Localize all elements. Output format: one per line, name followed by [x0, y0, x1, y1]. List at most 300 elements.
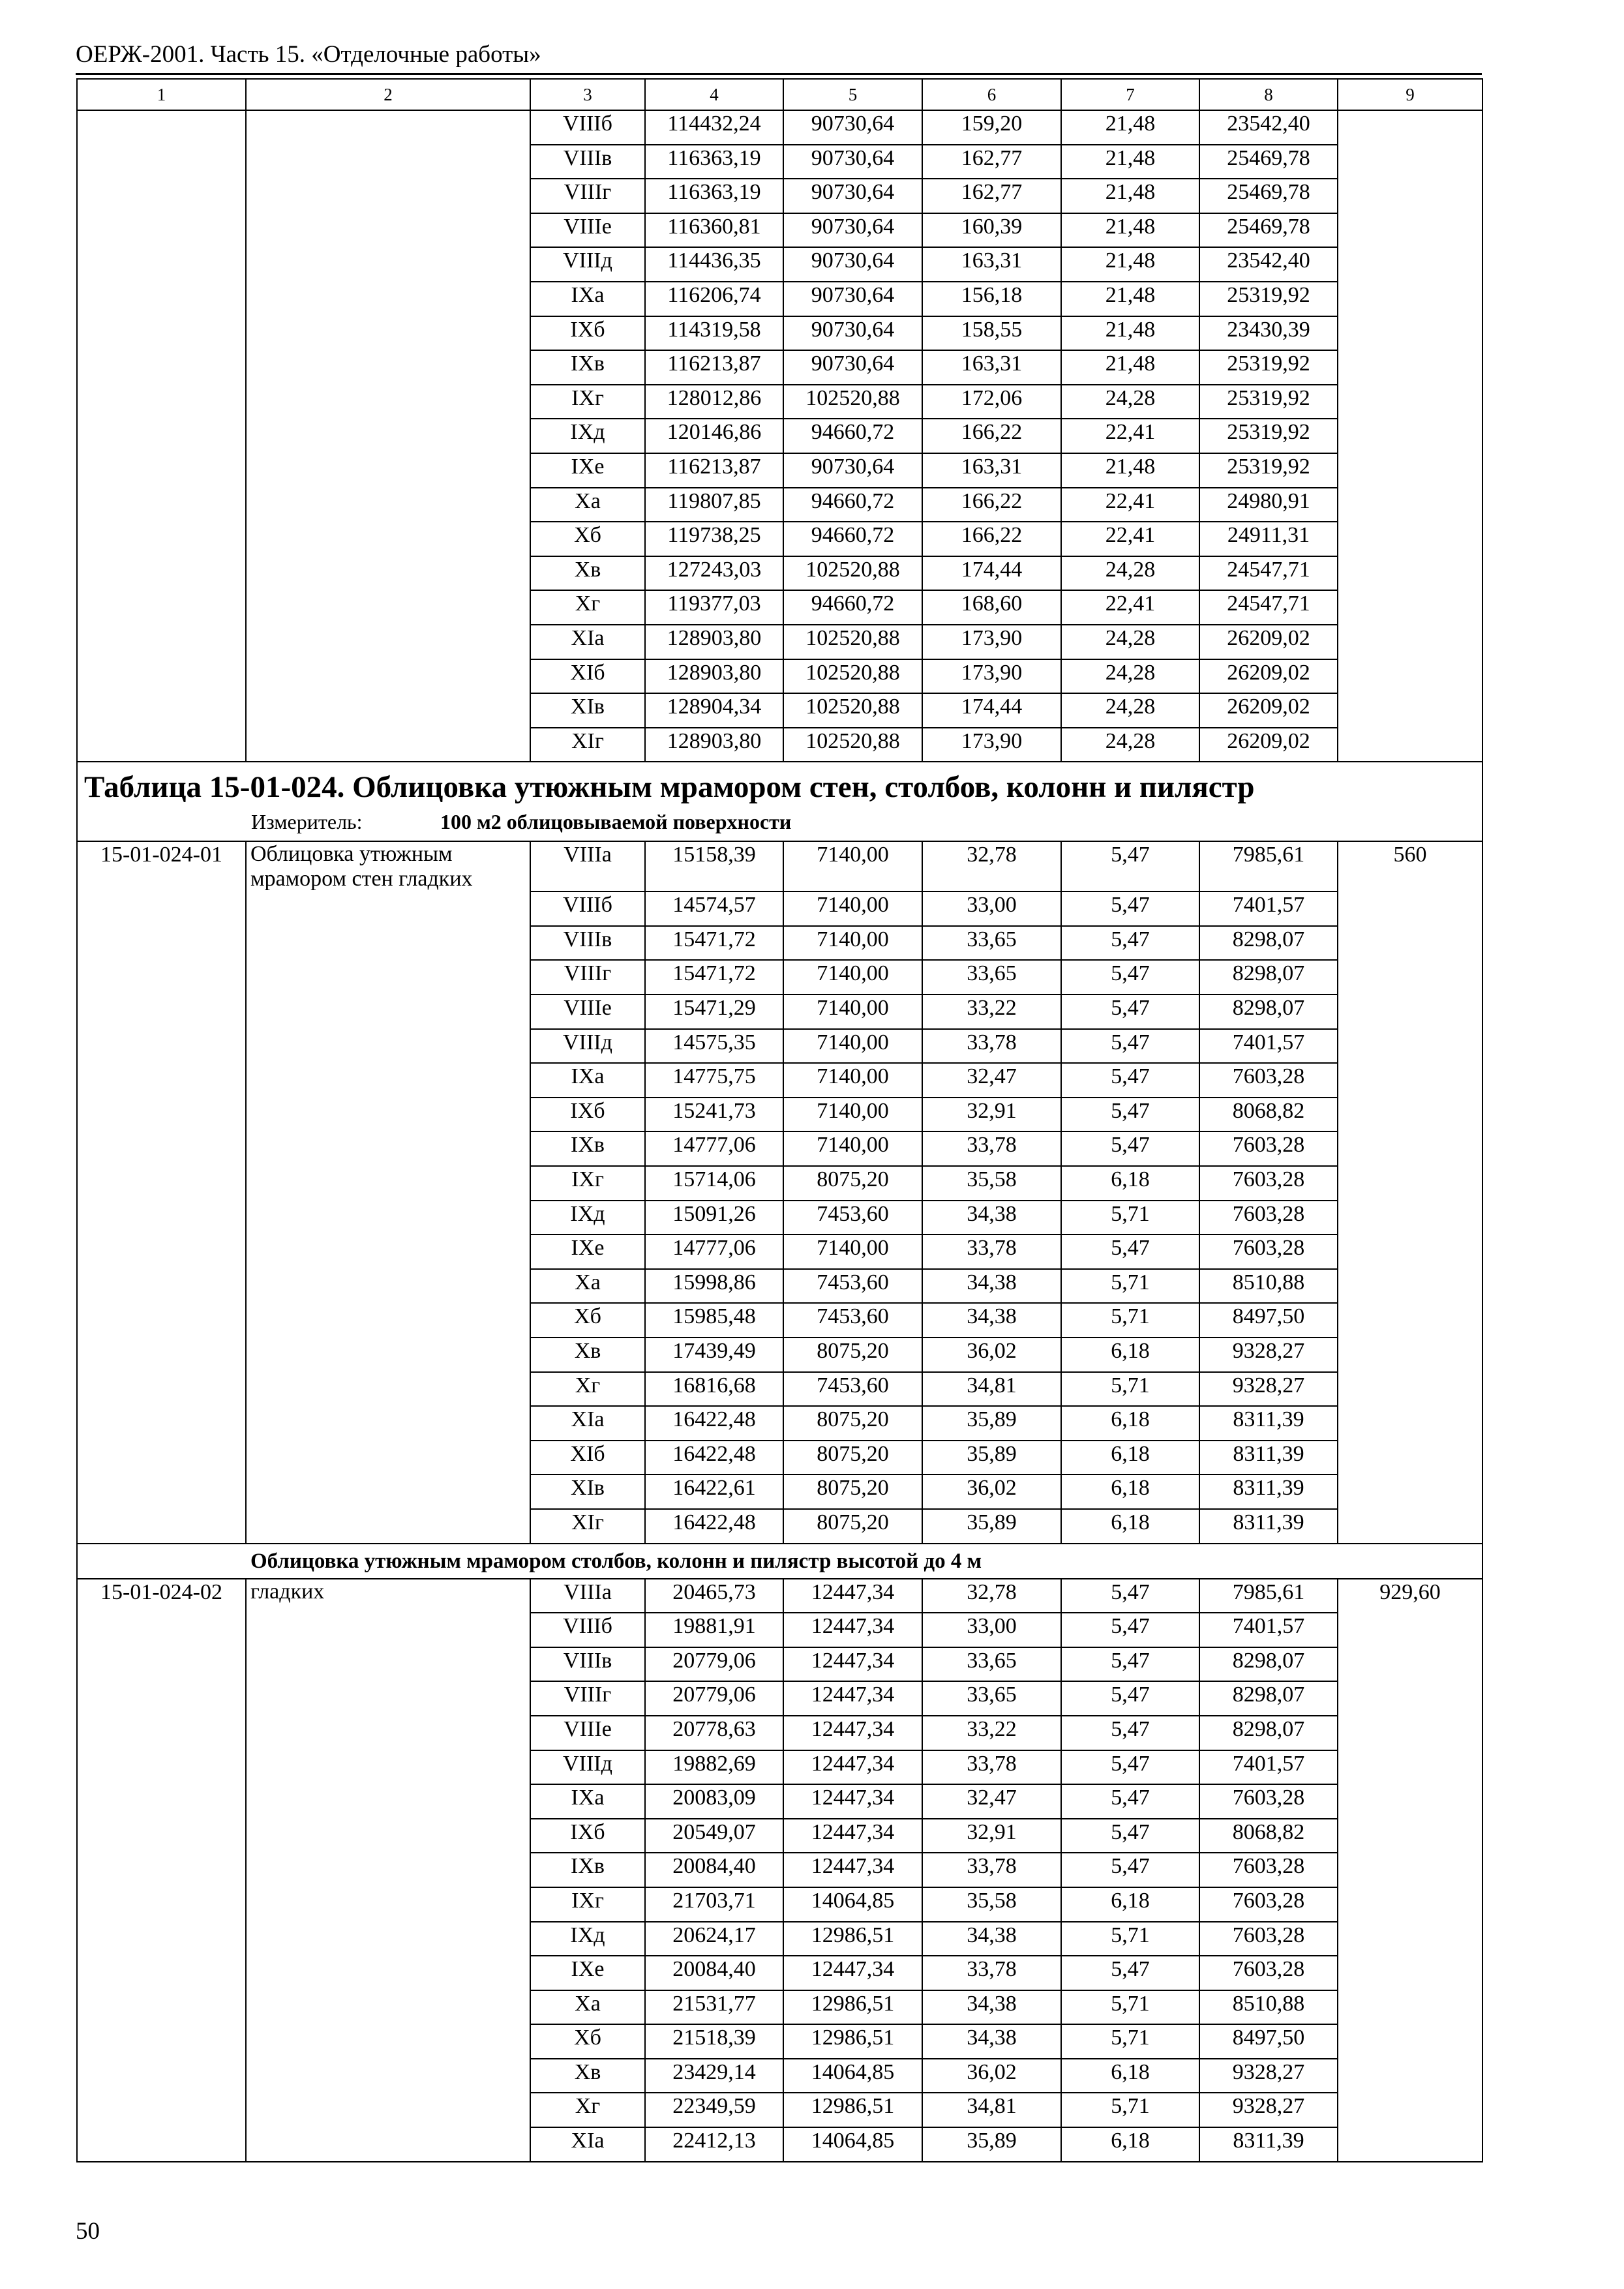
table-row — [77, 1784, 1482, 1819]
value-cell: XIв — [530, 693, 645, 728]
value-cell: 90730,64 — [783, 316, 922, 351]
value-cell: XIг — [530, 728, 645, 762]
value-cell: VIIIг — [530, 960, 645, 995]
table-row — [77, 1406, 1482, 1441]
table-row — [77, 1029, 1482, 1064]
value-cell: 16422,48 — [645, 1406, 783, 1441]
value-cell: 116360,81 — [645, 213, 783, 248]
value-cell: 8068,82 — [1199, 1819, 1338, 1853]
table-row — [77, 1269, 1482, 1304]
col9-cell — [1338, 2059, 1482, 2093]
value-cell: 7140,00 — [783, 960, 922, 995]
value-cell: 5,47 — [1061, 1063, 1199, 1098]
col9-cell — [1338, 1166, 1482, 1201]
value-cell: VIIIа — [530, 841, 645, 891]
value-cell: 166,22 — [922, 419, 1061, 453]
value-cell: 14777,06 — [645, 1234, 783, 1269]
value-cell: 5,47 — [1061, 1681, 1199, 1716]
value-cell: 5,71 — [1061, 2093, 1199, 2127]
value-cell: 160,39 — [922, 213, 1061, 248]
value-cell: 12447,34 — [783, 1613, 922, 1647]
table-row — [77, 1922, 1482, 1956]
value-cell: 7140,00 — [783, 891, 922, 926]
name-cell — [246, 1474, 530, 1509]
name-cell — [246, 179, 530, 213]
code-cell: 15-01-024-01 — [77, 841, 246, 891]
code-cell — [77, 1922, 246, 1956]
value-cell: 21531,77 — [645, 1990, 783, 2025]
value-cell: 34,38 — [922, 1269, 1061, 1304]
name-cell — [246, 995, 530, 1029]
value-cell: 33,22 — [922, 1716, 1061, 1750]
value-cell: 36,02 — [922, 1474, 1061, 1509]
value-cell: 15091,26 — [645, 1201, 783, 1235]
name-cell — [246, 213, 530, 248]
value-cell: 7603,28 — [1199, 1166, 1338, 1201]
value-cell: 114432,24 — [645, 110, 783, 145]
column-number: 8 — [1199, 79, 1338, 110]
value-cell: 5,47 — [1061, 1029, 1199, 1064]
value-cell: 5,47 — [1061, 1819, 1199, 1853]
value-cell: 22,41 — [1061, 488, 1199, 522]
value-cell: 94660,72 — [783, 419, 922, 453]
col9-cell — [1338, 419, 1482, 453]
value-cell: Xг — [530, 1372, 645, 1407]
value-cell: 33,65 — [922, 960, 1061, 995]
value-cell: 8298,07 — [1199, 926, 1338, 961]
subsection-heading: Облицовка утюжным мрамором столбов, колонн и пилястр высотой до 4 м — [77, 1544, 1482, 1579]
code-cell — [77, 1372, 246, 1407]
value-cell: 7603,28 — [1199, 1234, 1338, 1269]
col9-cell — [1338, 1406, 1482, 1441]
code-cell — [77, 2127, 246, 2162]
table-row — [77, 1647, 1482, 1682]
value-cell: 14775,75 — [645, 1063, 783, 1098]
value-cell: 14574,57 — [645, 891, 783, 926]
value-cell: 166,22 — [922, 522, 1061, 556]
value-cell: 162,77 — [922, 145, 1061, 179]
value-cell: IXб — [530, 316, 645, 351]
value-cell: 12447,34 — [783, 1647, 922, 1682]
value-cell: XIб — [530, 659, 645, 694]
value-cell: 33,00 — [922, 1613, 1061, 1647]
code-cell — [77, 110, 246, 145]
value-cell: IXа — [530, 1063, 645, 1098]
value-cell: 25319,92 — [1199, 453, 1338, 488]
value-cell: 34,38 — [922, 1922, 1061, 1956]
value-cell: 8075,20 — [783, 1509, 922, 1544]
table-row — [77, 625, 1482, 659]
code-cell — [77, 2024, 246, 2059]
col9-cell — [1338, 693, 1482, 728]
col9-cell — [1338, 282, 1482, 316]
table-row — [77, 419, 1482, 453]
col9-cell — [1338, 1647, 1482, 1682]
value-cell: 35,58 — [922, 1166, 1061, 1201]
name-cell — [246, 1613, 530, 1647]
value-cell: 8298,07 — [1199, 960, 1338, 995]
code-cell — [77, 316, 246, 351]
value-cell: 8075,20 — [783, 1406, 922, 1441]
name-cell — [246, 1956, 530, 1990]
value-cell: 21,48 — [1061, 350, 1199, 385]
value-cell: 21703,71 — [645, 1887, 783, 1922]
table-row — [77, 841, 1482, 891]
value-cell: 16422,48 — [645, 1441, 783, 1475]
value-cell: 32,78 — [922, 1579, 1061, 1613]
table-row — [77, 1819, 1482, 1853]
table-row — [77, 1372, 1482, 1407]
value-cell: 20779,06 — [645, 1681, 783, 1716]
value-cell: 102520,88 — [783, 659, 922, 694]
table-row — [77, 1474, 1482, 1509]
page-number: 50 — [76, 2218, 100, 2245]
value-cell: IXб — [530, 1819, 645, 1853]
value-cell: 5,71 — [1061, 1372, 1199, 1407]
table-row — [77, 1338, 1482, 1372]
code-cell — [77, 1131, 246, 1166]
value-cell: 90730,64 — [783, 110, 922, 145]
value-cell: 7603,28 — [1199, 1784, 1338, 1819]
value-cell: 12447,34 — [783, 1956, 922, 1990]
value-cell: 33,65 — [922, 1681, 1061, 1716]
code-cell — [77, 453, 246, 488]
code-cell — [77, 1784, 246, 1819]
code-cell — [77, 1406, 246, 1441]
value-cell: 5,47 — [1061, 1956, 1199, 1990]
value-cell: 8298,07 — [1199, 1647, 1338, 1682]
value-cell: Xв — [530, 2059, 645, 2093]
value-cell: 7603,28 — [1199, 1887, 1338, 1922]
col9-cell: 929,60 — [1338, 1579, 1482, 1613]
col9-cell — [1338, 728, 1482, 762]
value-cell: 116206,74 — [645, 282, 783, 316]
value-cell: 5,47 — [1061, 960, 1199, 995]
name-cell: гладких — [246, 1579, 530, 1613]
col9-cell — [1338, 1338, 1482, 1372]
table-row — [77, 1441, 1482, 1475]
code-cell — [77, 419, 246, 453]
header-rule — [76, 73, 1482, 75]
col9-cell — [1338, 1750, 1482, 1785]
col9-cell — [1338, 110, 1482, 145]
value-cell: 34,38 — [922, 1990, 1061, 2025]
value-cell: 8298,07 — [1199, 1681, 1338, 1716]
value-cell: 32,91 — [922, 1098, 1061, 1132]
value-cell: 7603,28 — [1199, 1956, 1338, 1990]
name-cell — [246, 590, 530, 625]
value-cell: 5,47 — [1061, 1853, 1199, 1887]
table-title-cell — [77, 762, 1482, 841]
value-cell: 6,18 — [1061, 1338, 1199, 1372]
column-number: 2 — [246, 79, 530, 110]
code-cell — [77, 385, 246, 419]
value-cell: IXд — [530, 419, 645, 453]
value-cell: 119807,85 — [645, 488, 783, 522]
value-cell: 7603,28 — [1199, 1922, 1338, 1956]
value-cell: 7140,00 — [783, 1098, 922, 1132]
table-row — [77, 110, 1482, 145]
name-cell — [246, 453, 530, 488]
value-cell: Xа — [530, 1269, 645, 1304]
col9-cell — [1338, 1853, 1482, 1887]
value-cell: IXв — [530, 1853, 645, 1887]
value-cell: 172,06 — [922, 385, 1061, 419]
col9-cell — [1338, 659, 1482, 694]
table-row — [77, 1613, 1482, 1647]
col9-cell — [1338, 1613, 1482, 1647]
value-cell: IXа — [530, 1784, 645, 1819]
value-cell: 6,18 — [1061, 1441, 1199, 1475]
table-row — [77, 1303, 1482, 1338]
code-cell — [77, 1509, 246, 1544]
value-cell: 12447,34 — [783, 1579, 922, 1613]
name-cell — [246, 1029, 530, 1064]
value-cell: 34,38 — [922, 2024, 1061, 2059]
value-cell: 12447,34 — [783, 1853, 922, 1887]
col9-cell: 560 — [1338, 841, 1482, 891]
code-cell — [77, 350, 246, 385]
value-cell: 14777,06 — [645, 1131, 783, 1166]
code-cell — [77, 1474, 246, 1509]
value-cell: 23542,40 — [1199, 110, 1338, 145]
value-cell: 127243,03 — [645, 556, 783, 591]
table-row — [77, 385, 1482, 419]
value-cell: 114319,58 — [645, 316, 783, 351]
col9-cell — [1338, 522, 1482, 556]
value-cell: IXв — [530, 1131, 645, 1166]
value-cell: 90730,64 — [783, 282, 922, 316]
value-cell: 20084,40 — [645, 1956, 783, 1990]
name-cell — [246, 1234, 530, 1269]
value-cell: 7401,57 — [1199, 1029, 1338, 1064]
value-cell: VIIIд — [530, 1029, 645, 1064]
value-cell: 24911,31 — [1199, 522, 1338, 556]
value-cell: 24980,91 — [1199, 488, 1338, 522]
value-cell: 7453,60 — [783, 1201, 922, 1235]
name-cell — [246, 1372, 530, 1407]
value-cell: 20084,40 — [645, 1853, 783, 1887]
table-row — [77, 1063, 1482, 1098]
value-cell: IXд — [530, 1922, 645, 1956]
table-row — [77, 1887, 1482, 1922]
value-cell: 21,48 — [1061, 453, 1199, 488]
value-cell: 94660,72 — [783, 590, 922, 625]
table-row — [77, 2059, 1482, 2093]
code-cell — [77, 995, 246, 1029]
name-cell — [246, 926, 530, 961]
value-cell: 5,47 — [1061, 1613, 1199, 1647]
value-cell: 116213,87 — [645, 350, 783, 385]
table-row — [77, 213, 1482, 248]
name-cell — [246, 891, 530, 926]
value-cell: IXв — [530, 350, 645, 385]
col9-cell — [1338, 1303, 1482, 1338]
value-cell: 16422,61 — [645, 1474, 783, 1509]
code-cell — [77, 1063, 246, 1098]
code-cell — [77, 1750, 246, 1785]
value-cell: 24547,71 — [1199, 556, 1338, 591]
value-cell: 33,65 — [922, 1647, 1061, 1682]
value-cell: 5,71 — [1061, 1201, 1199, 1235]
value-cell: 12447,34 — [783, 1716, 922, 1750]
column-number: 5 — [783, 79, 922, 110]
value-cell: 90730,64 — [783, 350, 922, 385]
column-numbers-row — [77, 79, 1482, 110]
value-cell: IXг — [530, 385, 645, 419]
value-cell: 7985,61 — [1199, 841, 1338, 891]
value-cell: 21518,39 — [645, 2024, 783, 2059]
name-cell — [246, 1303, 530, 1338]
value-cell: 102520,88 — [783, 385, 922, 419]
col9-cell — [1338, 1474, 1482, 1509]
value-cell: Xа — [530, 488, 645, 522]
value-cell: 128903,80 — [645, 625, 783, 659]
value-cell: IXе — [530, 1234, 645, 1269]
value-cell: 15985,48 — [645, 1303, 783, 1338]
value-cell: XIб — [530, 1441, 645, 1475]
value-cell: 5,47 — [1061, 995, 1199, 1029]
code-cell — [77, 1201, 246, 1235]
name-cell — [246, 1750, 530, 1785]
value-cell: 24,28 — [1061, 693, 1199, 728]
value-cell: 168,60 — [922, 590, 1061, 625]
value-cell: 15471,72 — [645, 960, 783, 995]
value-cell: 5,47 — [1061, 1784, 1199, 1819]
value-cell: VIIIб — [530, 891, 645, 926]
name-cell — [246, 1887, 530, 1922]
code-cell — [77, 1098, 246, 1132]
value-cell: 8311,39 — [1199, 2127, 1338, 2162]
value-cell: IXг — [530, 1887, 645, 1922]
value-cell: 128903,80 — [645, 728, 783, 762]
value-cell: VIIIа — [530, 1579, 645, 1613]
value-cell: VIIIг — [530, 1681, 645, 1716]
value-cell: 173,90 — [922, 728, 1061, 762]
value-cell: VIIIд — [530, 1750, 645, 1785]
col9-cell — [1338, 2093, 1482, 2127]
value-cell: 90730,64 — [783, 453, 922, 488]
table-row — [77, 1166, 1482, 1201]
name-cell — [246, 145, 530, 179]
col9-cell — [1338, 1956, 1482, 1990]
value-cell: 8075,20 — [783, 1338, 922, 1372]
value-cell: IXе — [530, 453, 645, 488]
value-cell: VIIIв — [530, 1647, 645, 1682]
code-cell — [77, 1990, 246, 2025]
value-cell: IXд — [530, 1201, 645, 1235]
table-row — [77, 1579, 1482, 1613]
code-cell — [77, 556, 246, 591]
name-cell — [246, 1509, 530, 1544]
value-cell: 174,44 — [922, 693, 1061, 728]
value-cell: Xб — [530, 522, 645, 556]
col9-cell — [1338, 2127, 1482, 2162]
col9-cell — [1338, 1681, 1482, 1716]
code-cell — [77, 1441, 246, 1475]
value-cell: 90730,64 — [783, 213, 922, 248]
value-cell: 35,89 — [922, 1406, 1061, 1441]
value-cell: 5,47 — [1061, 1098, 1199, 1132]
col9-cell — [1338, 316, 1482, 351]
value-cell: 174,44 — [922, 556, 1061, 591]
value-cell: 33,78 — [922, 1750, 1061, 1785]
value-cell: XIа — [530, 625, 645, 659]
value-cell: 36,02 — [922, 2059, 1061, 2093]
code-cell — [77, 1853, 246, 1887]
value-cell: 119377,03 — [645, 590, 783, 625]
value-cell: 15471,29 — [645, 995, 783, 1029]
code-cell — [77, 1647, 246, 1682]
name-cell — [246, 350, 530, 385]
value-cell: VIIIе — [530, 213, 645, 248]
code-cell — [77, 247, 246, 282]
code-cell — [77, 590, 246, 625]
code-cell — [77, 522, 246, 556]
value-cell: 7453,60 — [783, 1269, 922, 1304]
value-cell: Xв — [530, 1338, 645, 1372]
name-cell — [246, 659, 530, 694]
value-cell: Xб — [530, 2024, 645, 2059]
col9-cell — [1338, 488, 1482, 522]
value-cell: 5,71 — [1061, 1990, 1199, 2025]
value-cell: 128903,80 — [645, 659, 783, 694]
name-cell — [246, 1819, 530, 1853]
value-cell: 173,90 — [922, 659, 1061, 694]
value-cell: 24,28 — [1061, 385, 1199, 419]
value-cell: 25469,78 — [1199, 213, 1338, 248]
table-row — [77, 1750, 1482, 1785]
col9-cell — [1338, 1819, 1482, 1853]
col9-cell — [1338, 350, 1482, 385]
code-cell — [77, 625, 246, 659]
value-cell: VIIIг — [530, 179, 645, 213]
table-row — [77, 2127, 1482, 2162]
value-cell: 7140,00 — [783, 1063, 922, 1098]
table-row — [77, 522, 1482, 556]
value-cell: 102520,88 — [783, 693, 922, 728]
name-cell — [246, 1441, 530, 1475]
value-cell: 22,41 — [1061, 419, 1199, 453]
column-number: 4 — [645, 79, 783, 110]
col9-cell — [1338, 556, 1482, 591]
code-cell — [77, 2059, 246, 2093]
value-cell: VIIIе — [530, 1716, 645, 1750]
col9-cell — [1338, 960, 1482, 995]
col9-cell — [1338, 1029, 1482, 1064]
value-cell: 22349,59 — [645, 2093, 783, 2127]
value-cell: 5,47 — [1061, 1131, 1199, 1166]
value-cell: 20465,73 — [645, 1579, 783, 1613]
value-cell: 6,18 — [1061, 1509, 1199, 1544]
value-cell: 24547,71 — [1199, 590, 1338, 625]
table-title-row — [77, 762, 1482, 841]
value-cell: 7603,28 — [1199, 1131, 1338, 1166]
code-cell — [77, 1303, 246, 1338]
table-row — [77, 2093, 1482, 2127]
col9-cell — [1338, 453, 1482, 488]
value-cell: 17439,49 — [645, 1338, 783, 1372]
value-cell: 8075,20 — [783, 1441, 922, 1475]
value-cell: 33,78 — [922, 1029, 1061, 1064]
code-cell — [77, 179, 246, 213]
value-cell: 33,78 — [922, 1234, 1061, 1269]
table-row — [77, 590, 1482, 625]
value-cell: 35,89 — [922, 1509, 1061, 1544]
value-cell: 7603,28 — [1199, 1201, 1338, 1235]
column-number: 9 — [1338, 79, 1482, 110]
column-number: 7 — [1061, 79, 1199, 110]
